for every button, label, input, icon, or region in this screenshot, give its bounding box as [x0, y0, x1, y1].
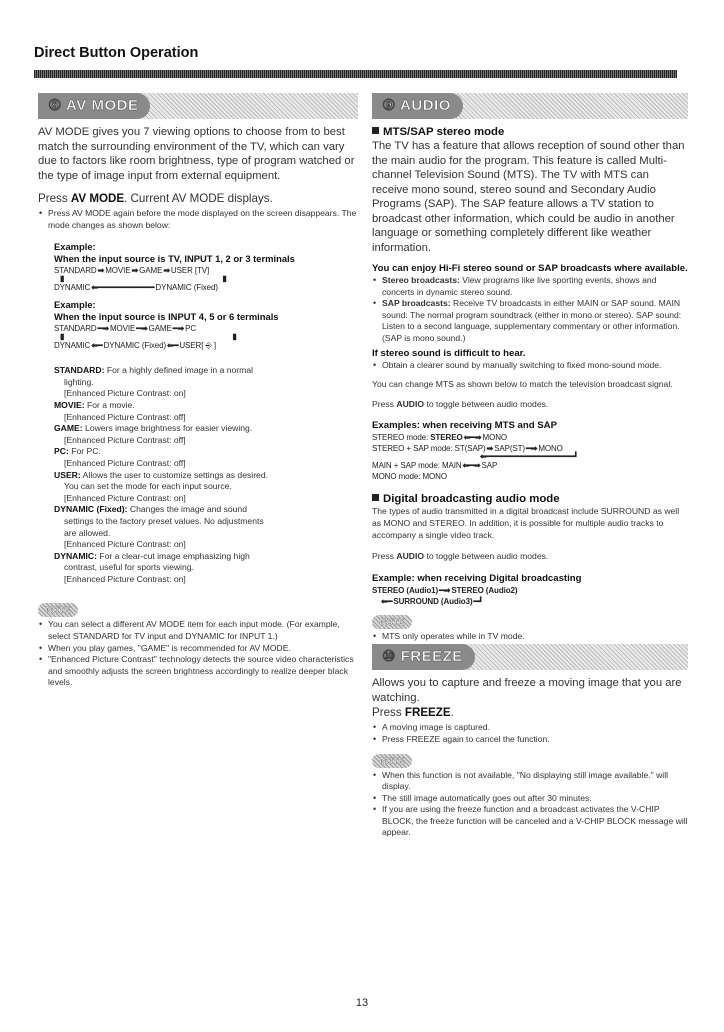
flow-row: STEREO mode: STEREO⬅━➡MONO: [372, 433, 508, 443]
arrow-both-icon: ⬅━➡: [462, 461, 481, 471]
mode-movie: MOVIE: For a movie.: [54, 399, 135, 410]
note-badge: NOTE: [38, 603, 78, 617]
av-mode-intro: AV MODE gives you 7 viewing options to choose from to best match the surrounding environment of the TV, which can vary due to factors like room brightness, type of program watched or the type of image input from external equipment.: [38, 126, 355, 182]
arrow-right-icon: ━➡: [525, 444, 538, 454]
freeze-notes: [372, 770, 688, 840]
flow-row: STANDARD➡MOVIE➡GAME➡USER [TV]: [54, 266, 210, 276]
note-badge: NOTE: [372, 754, 412, 768]
list-item: • Press FREEZE again to cancel the function.: [372, 734, 688, 746]
list-item: • "Enhanced Picture Contrast" technology detects the source video characteristics and smoothly adjusts the screen brightness accordingly to realize deeper black levels.: [38, 654, 358, 689]
example-label: Example:: [54, 241, 96, 253]
mode-line: settings to the factory preset values. No adjustments: [64, 515, 264, 526]
digital-press-line: Press AUDIO to toggle between audio modes.: [372, 551, 549, 562]
mode-line: lighting.: [64, 376, 94, 387]
digital-heading: Digital broadcasting audio mode: [372, 492, 688, 506]
freeze-header-bar: [372, 644, 688, 670]
mode-pc: PC: For PC.: [54, 446, 101, 457]
hifi-heading: You can enjoy Hi-Fi stereo sound or SAP broadcasts where available.: [372, 263, 688, 274]
example-heading: When the input source is TV, INPUT 1, 2 or 3 terminals: [54, 253, 295, 265]
examples-heading: Examples: when receiving MTS and SAP: [372, 420, 557, 432]
av-mode-press-line: Press AV MODE. Current AV MODE displays.: [38, 192, 273, 205]
list-item: • MTS only operates while in TV mode.: [372, 631, 688, 643]
arrow-both-icon: ⬅━➡: [463, 433, 482, 443]
title-rule: [34, 70, 677, 78]
note-badge: NOTE: [372, 615, 412, 629]
mode-dynamic-fixed: DYNAMIC (Fixed): Changes the image and sound: [54, 504, 247, 515]
mts-heading: MTS/SAP stereo mode: [372, 125, 688, 139]
flow-connector: ▮ ▮: [60, 332, 237, 342]
flow-row: STEREO (Audio1)━➡STEREO (Audio2): [372, 585, 518, 595]
arrow-right-icon: ━➡: [172, 324, 185, 334]
arrow-left-icon: ⬅━━━━━━━━━━━━: [91, 283, 155, 293]
mode-line: contrast, useful for sports viewing.: [64, 562, 194, 573]
mode-line: [Enhanced Picture Contrast: on]: [64, 492, 186, 503]
flow-connector: ⬅━━━━━━━━━━━━━━━━━━┛: [480, 452, 579, 462]
mode-game: GAME: Lowers image brightness for easier viewing.: [54, 423, 253, 434]
arrow-right-icon: ➡: [486, 444, 494, 454]
mode-line: [Enhanced Picture Contrast: off]: [64, 411, 186, 422]
av-mode-descriptions: [54, 365, 358, 585]
audio-press-line: Press AUDIO to toggle between audio modes.: [372, 398, 549, 409]
list-item: • When you play games, "GAME" is recommended for AV MODE.: [38, 643, 358, 655]
mts-intro: The TV has a feature that allows reception of sound other than the main audio for the program. This feature is called Multi-channel Television Sound (MTS). The TV with MTS can receive mono sound, stereo sound and Secondary Audio Programs (SAP). The SAP feature allows a TV station to broadcast other information, which could be audio in another language or something completely different like weather information.: [372, 140, 685, 254]
page-title: Direct Button Operation: [34, 45, 199, 61]
square-bullet-icon: [372, 494, 379, 501]
mts-change-text: You can change MTS as shown below to match the television broadcast signal.: [372, 379, 673, 390]
hifi-list: [372, 275, 688, 345]
digital-text: The types of audio transmitted in a digital broadcast include SURROUND as well as MONO and STEREO. In addition, it is possible for multiple audio tracks to accompany a single video track.: [372, 506, 680, 540]
arrow-right-icon: ━➡: [439, 585, 451, 595]
digital-example-heading: Example: when receiving Digital broadcasting: [372, 572, 582, 584]
audio-header: ⑨ AUDIO: [372, 93, 463, 119]
flow-row: DYNAMIC⬅━DYNAMIC (Fixed)⬅━USER[ ⎆ ]: [54, 341, 216, 351]
difficult-heading: If stereo sound is difficult to hear.: [372, 347, 526, 359]
arrow-right-icon: ━➡: [136, 324, 148, 334]
arrow-left-icon: ⬅━: [91, 341, 103, 351]
mode-line: [Enhanced Picture Contrast: on]: [64, 388, 186, 399]
square-bullet-icon: [372, 127, 379, 134]
av-mode-header: ⑧ AV MODE: [38, 93, 150, 119]
list-item: • Press AV MODE again before the mode displayed on the screen disappears. The mode changes as shown below:: [38, 208, 358, 231]
list-item: • Stereo broadcasts: View programs like live sporting events, shows and concerts in dynamic stereo sound.: [372, 275, 688, 298]
list-item: • If you are using the freeze function and a broadcast activates the V-CHIP BLOCK, the freeze function will be canceled and a V-CHIP BLOCK message will appear.: [372, 804, 688, 839]
page-number: 13: [355, 997, 369, 1009]
mode-line: [Enhanced Picture Contrast: on]: [64, 539, 186, 550]
mode-line: [Enhanced Picture Contrast: off]: [64, 434, 186, 445]
av-mode-press-notes: [38, 208, 358, 231]
example-label: Example:: [54, 299, 96, 311]
arrow-right-icon: ➡: [97, 266, 105, 276]
right-column: [372, 93, 688, 839]
flow-row: MONO mode: MONO: [372, 472, 447, 482]
av-mode-key: AV MODE: [70, 192, 125, 205]
flow-row: ⬅━SURROUND (Audio3)━┛: [381, 596, 483, 606]
freeze-intro: Allows you to capture and freeze a moving image that you are watching.: [372, 677, 682, 704]
mode-line: [Enhanced Picture Contrast: on]: [64, 573, 186, 584]
audio-notes: [372, 631, 688, 643]
arrow-left-icon: ⬅━: [381, 596, 393, 606]
freeze-list: [372, 722, 688, 745]
flow-connector: ▮ ▮: [60, 274, 227, 284]
mode-line: are allowed.: [64, 527, 111, 538]
av-mode-example-1: [54, 241, 358, 351]
av-mode-header-bar: [38, 93, 358, 119]
arrow-right-icon: ➡: [163, 266, 170, 276]
flow-row: DYNAMIC⬅━━━━━━━━━━━━DYNAMIC (Fixed): [54, 283, 218, 293]
arrow-right-icon: ➡: [131, 266, 139, 276]
arrow-right-icon: ━➡: [97, 324, 109, 334]
av-mode-notes: [38, 619, 358, 689]
mode-user: USER: Allows the user to customize settings as desired.: [54, 469, 268, 480]
list-item: • A moving image is captured.: [372, 722, 688, 734]
flow-row: MAIN + SAP mode: MAIN⬅━➡SAP: [372, 461, 498, 471]
mode-line: [Enhanced Picture Contrast: off]: [64, 457, 186, 468]
freeze-press-line: Press FREEZE.: [372, 706, 454, 720]
flow-row: STANDARD━➡MOVIE━➡GAME━➡PC: [54, 324, 196, 334]
difficult-list: [372, 360, 688, 372]
mode-line: You can set the mode for each input source.: [64, 481, 232, 492]
freeze-header: ⑩ FREEZE: [372, 644, 475, 670]
list-item: • SAP broadcasts: Receive TV broadcasts in either MAIN or SAP sound. MAIN sound: The normal program soundtrack (either in mono or stereo). SAP sound: Listen to a second language, supplementary commentary or other information. (SAP is mono sound.): [372, 298, 688, 344]
list-item: • Obtain a clearer sound by manually switching to fixed mono-sound mode.: [372, 360, 688, 372]
flow-row: STEREO + SAP mode: ST(SAP)➡SAP(ST)━➡MONO: [372, 444, 563, 454]
list-item: • The still image automatically goes out after 30 minutes.: [372, 793, 688, 805]
list-item: • When this function is not available, "No displaying still image available." will display.: [372, 770, 688, 793]
list-item: • You can select a different AV MODE item for each input mode. (For example, select STANDARD for TV input and DYNAMIC for INPUT 1.): [38, 619, 358, 642]
mode-standard: STANDARD: For a highly defined image in a normal: [54, 365, 254, 376]
arrow-left-icon: ⬅━: [167, 341, 179, 351]
audio-header-bar: [372, 93, 688, 119]
connector-icon: ━┛: [473, 596, 483, 606]
left-column: [38, 93, 358, 689]
mode-dynamic: DYNAMIC: For a clear-cut image emphasizing high: [54, 550, 250, 561]
example-heading: When the input source is INPUT 4, 5 or 6 terminals: [54, 311, 279, 323]
